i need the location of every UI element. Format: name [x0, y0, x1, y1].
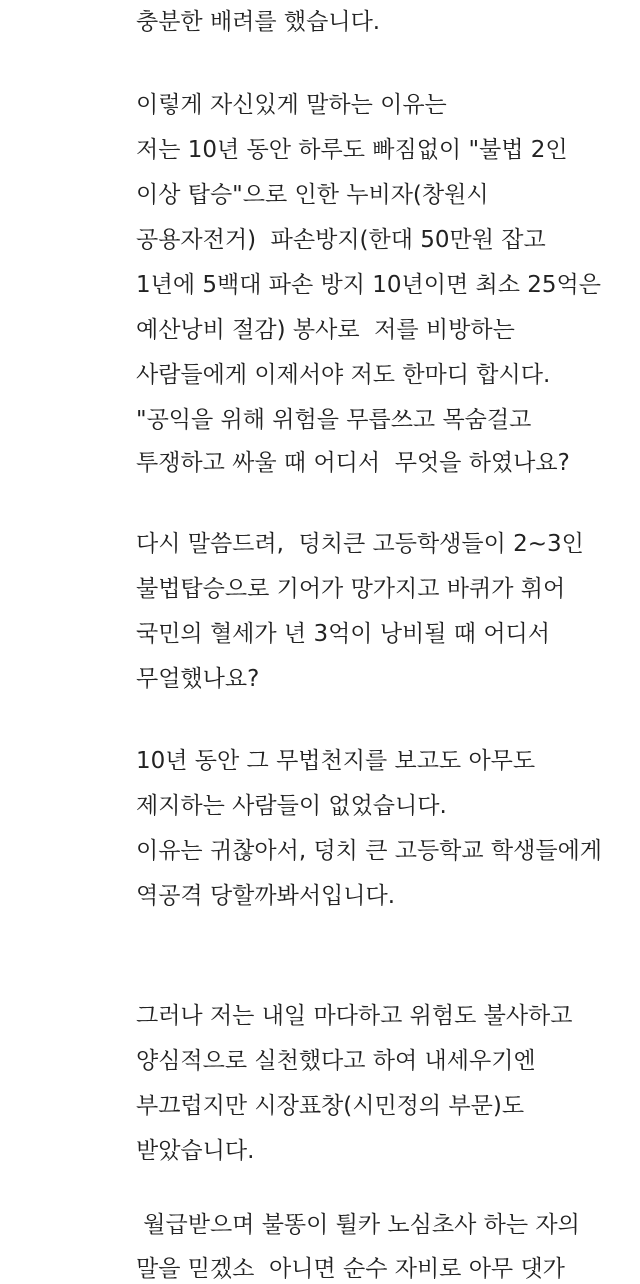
- text-line: 10년 동안 그 무법천지를 보고도 아무도: [136, 748, 536, 774]
- text-line: 1년에 5백대 파손 방지 10년이면 최소 25억은: [136, 272, 601, 298]
- text-line: 공용자전거) 파손방지(한대 50만원 잡고: [136, 227, 546, 253]
- text-line: 부끄럽지만 시장표창(시민정의 부문)도: [136, 1093, 525, 1119]
- text-line: 역공격 당할까봐서입니다.: [136, 883, 396, 909]
- text-line: 그러나 저는 내일 마다하고 위험도 불사하고: [136, 1003, 573, 1029]
- text-line: 불법탑승으로 기어가 망가지고 바퀴가 휘어: [136, 576, 566, 602]
- text-line: 국민의 혈세가 년 3억이 낭비될 때 어디서: [136, 621, 550, 647]
- text-line: 이상 탑승"으로 인한 누비자(창원시: [136, 182, 489, 208]
- text-line: 이유는 귀찮아서, 덩치 큰 고등학교 학생들에게: [136, 838, 603, 864]
- text-line: 무얼했나요?: [136, 666, 260, 692]
- text-line: 충분한 배려를 했습니다.: [136, 9, 381, 35]
- text-line: 양심적으로 실천했다고 하여 내세우기엔: [136, 1048, 536, 1074]
- text-line: 이렇게 자신있게 말하는 이유는: [136, 92, 447, 118]
- text-line: 예산낭비 절감) 봉사로 저를 비방하는: [136, 317, 515, 343]
- text-line: 말을 믿겠소 아니면 순수 자비로 아무 댓가: [136, 1256, 565, 1282]
- text-line: 월급받으며 불똥이 튈카 노심초사 하는 자의: [136, 1212, 580, 1238]
- text-line: 다시 말씀드려, 덩치큰 고등학생들이 2~3인: [136, 531, 584, 557]
- text-line: 저는 10년 동안 하루도 빠짐없이 "불법 2인: [136, 137, 568, 163]
- text-line: 투쟁하고 싸울 때 어디서 무엇을 하였나요?: [136, 450, 570, 476]
- text-line: 받았습니다.: [136, 1138, 255, 1164]
- text-line: 제지하는 사람들이 없었습니다.: [136, 793, 447, 819]
- text-line: "공익을 위해 위험을 무릅쓰고 목숨걸고: [136, 407, 532, 433]
- text-line: 사람들에게 이제서야 저도 한마디 합시다.: [136, 362, 551, 388]
